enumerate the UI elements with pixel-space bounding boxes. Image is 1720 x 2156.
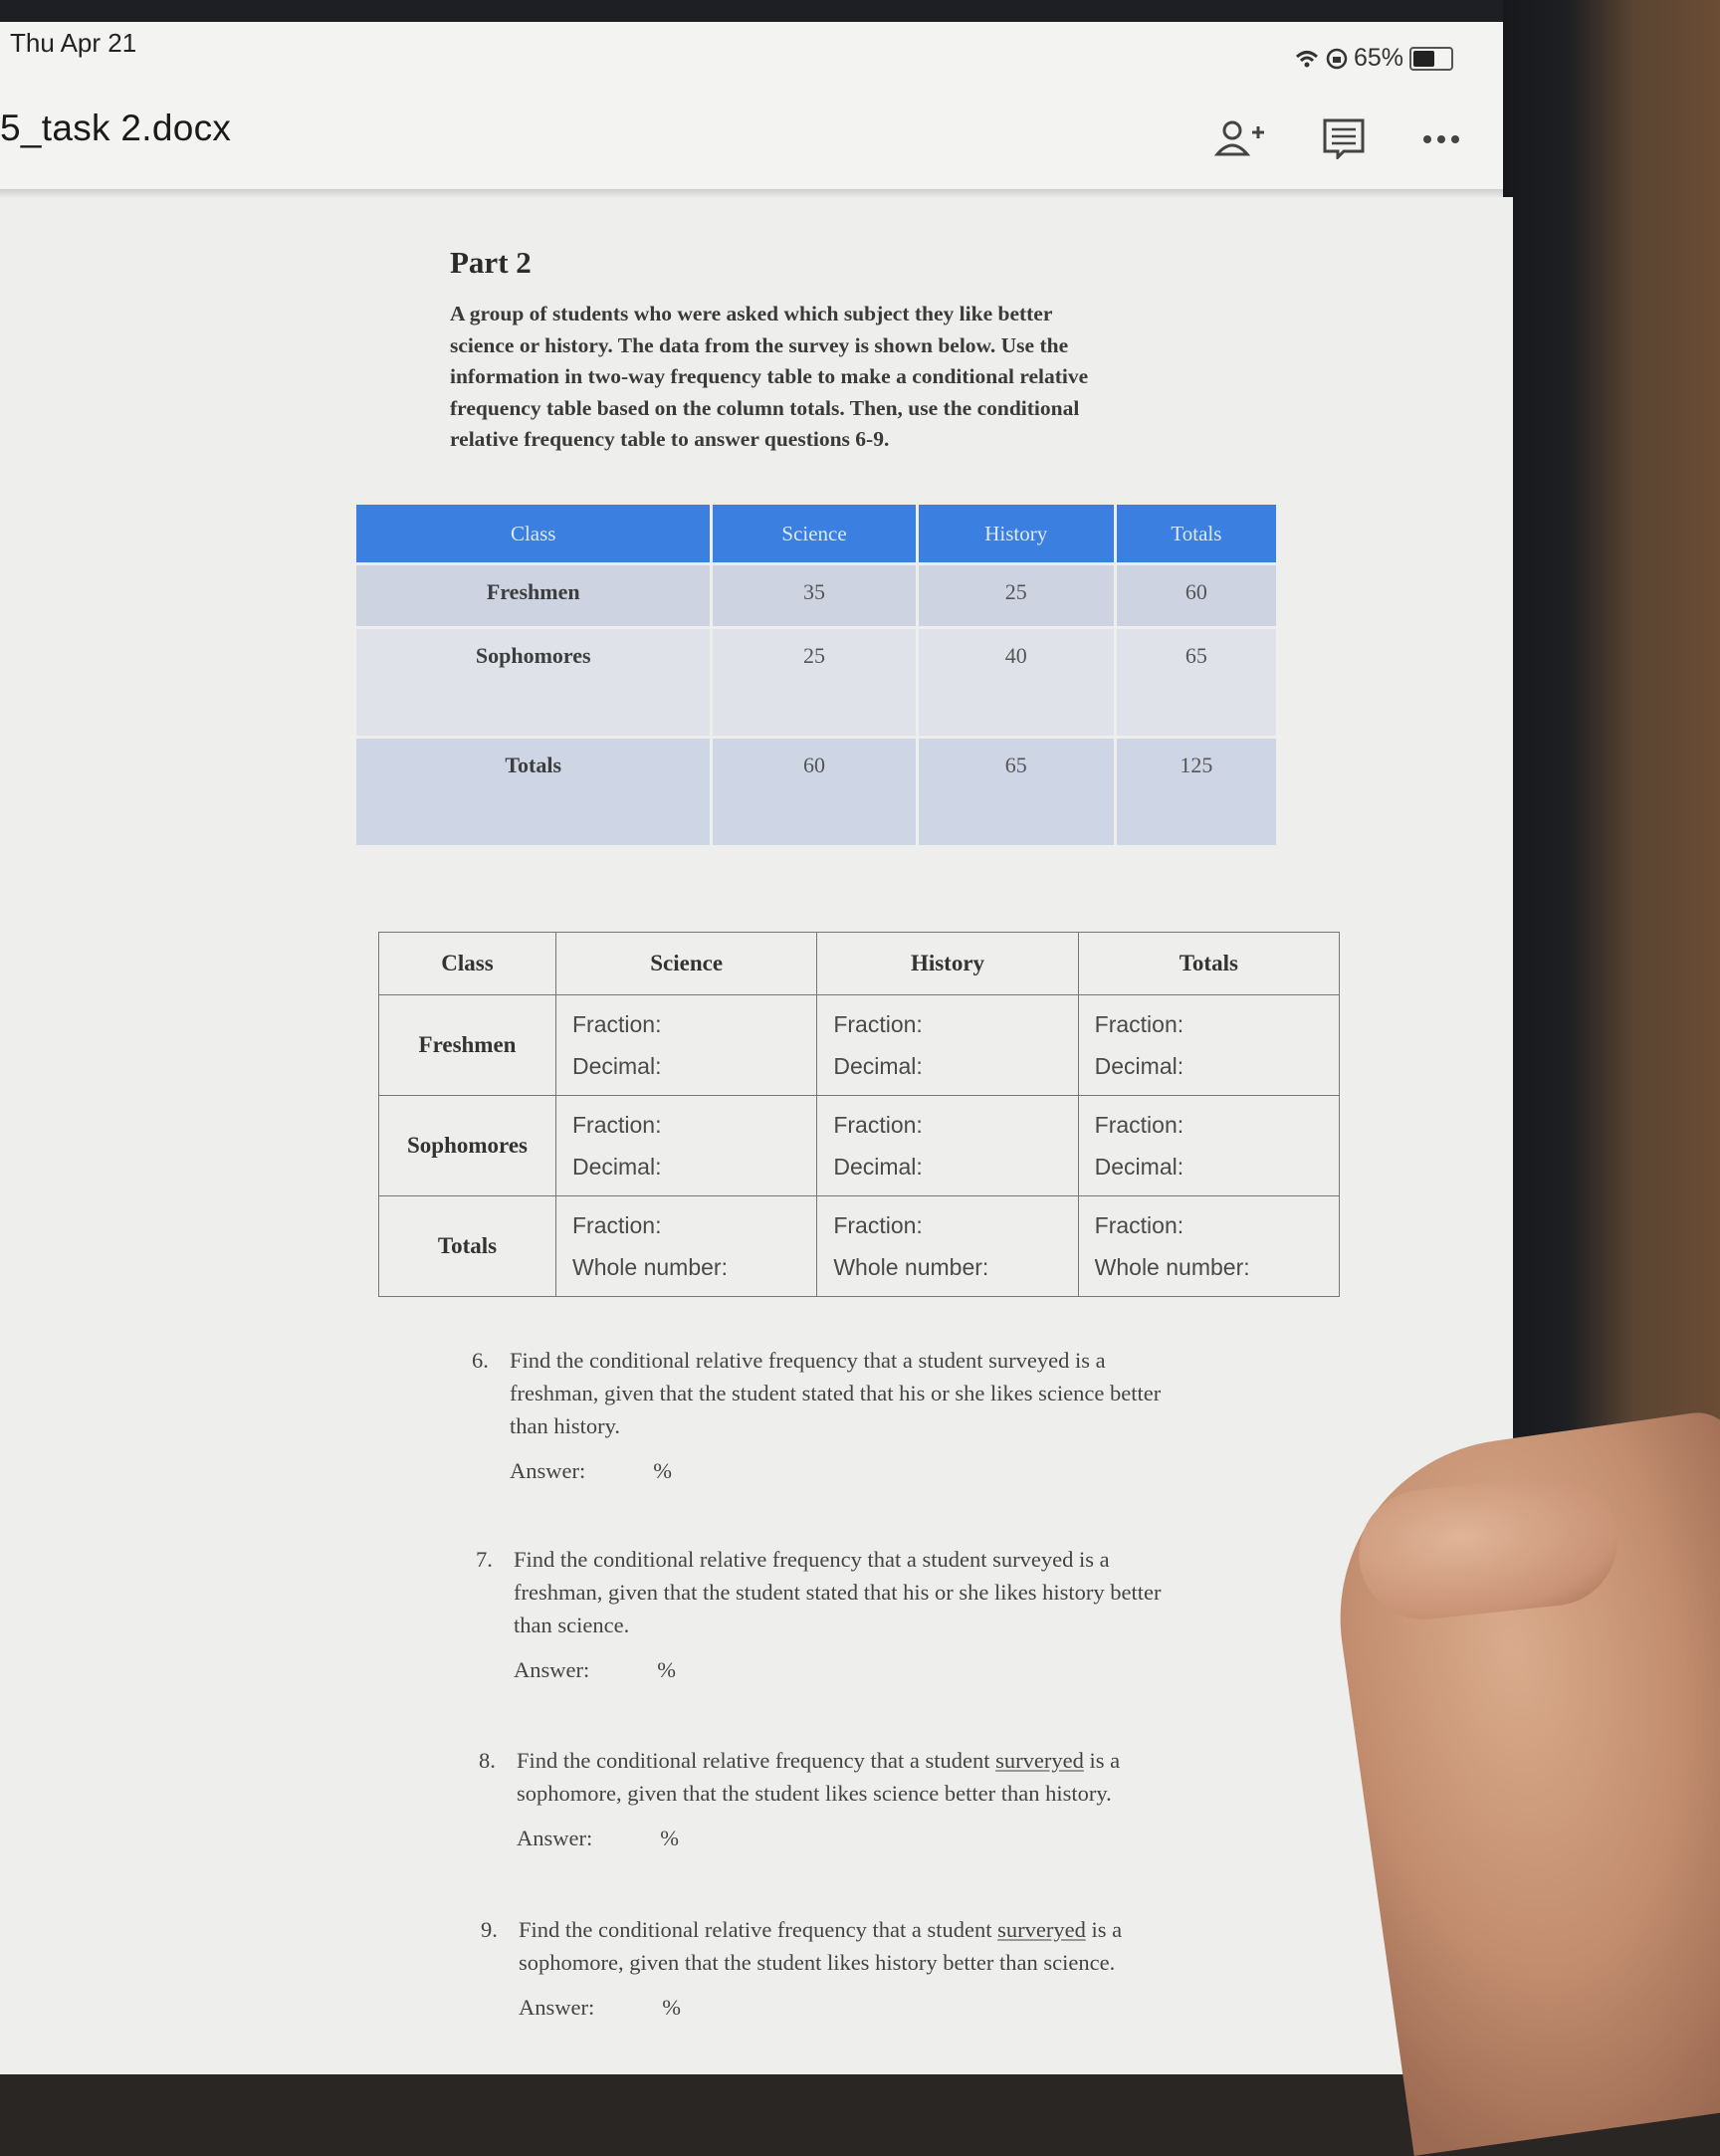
- cell-line: Fraction:: [572, 1212, 662, 1238]
- question-line: sophomore, given that the student likes history better than science.: [519, 1950, 1116, 1975]
- cell-science: 60: [713, 739, 915, 845]
- table-row: [379, 1196, 1340, 1297]
- cell-line: Whole number:: [572, 1254, 728, 1280]
- cell-science: 35: [713, 565, 915, 626]
- answer-row[interactable]: [517, 1822, 1243, 1854]
- question-line: Find the conditional relative frequency that a student surveyed is a: [510, 1348, 1106, 1373]
- intro-line: relative frequency table to answer questions 6-9.: [450, 427, 890, 451]
- percent-unit: %: [660, 1826, 679, 1850]
- cell-line: Decimal:: [572, 1053, 662, 1079]
- question-line: than science.: [514, 1613, 630, 1637]
- cell-line: Fraction:: [1094, 1112, 1184, 1138]
- question-number: 7.: [476, 1547, 493, 1572]
- conditional-frequency-table: [378, 932, 1340, 1297]
- question-text: Find the conditional relative frequency that a student: [519, 1917, 998, 1942]
- answer-cell[interactable]: [1078, 995, 1339, 1096]
- cell-totals: 125: [1117, 739, 1276, 845]
- cell-line: Decimal:: [833, 1154, 923, 1180]
- cell-line: Decimal:: [833, 1053, 923, 1079]
- cell-line: Decimal:: [572, 1154, 662, 1180]
- question-8: [479, 1744, 1243, 1854]
- cell-totals: 60: [1117, 565, 1276, 626]
- question-line: [519, 1913, 1245, 1946]
- cell-history: 65: [919, 739, 1114, 845]
- cell-line: Fraction:: [833, 1212, 923, 1238]
- table-row: [379, 995, 1340, 1096]
- answer-label: Answer:: [514, 1657, 590, 1682]
- cell-line: Fraction:: [572, 1112, 662, 1138]
- question-text: is a: [1085, 1917, 1123, 1942]
- answer-cell[interactable]: [556, 1096, 817, 1196]
- table-header-row: [356, 505, 1276, 562]
- cell-line: Fraction:: [833, 1011, 923, 1037]
- percent-unit: %: [662, 1995, 681, 2020]
- answer-cell[interactable]: [556, 995, 817, 1096]
- question-9: [481, 1913, 1245, 2024]
- header-science: Science: [556, 933, 817, 995]
- row-label: Totals: [379, 1196, 556, 1297]
- cell-line: Fraction:: [833, 1112, 923, 1138]
- table-row: [379, 1096, 1340, 1196]
- status-date: Thu Apr 21: [10, 28, 137, 58]
- cell-line: Decimal:: [1094, 1053, 1184, 1079]
- misspelled-word[interactable]: surveryed: [995, 1748, 1084, 1773]
- header-history: History: [817, 933, 1078, 995]
- answer-cell[interactable]: [817, 1196, 1078, 1297]
- answer-cell[interactable]: [1078, 1096, 1339, 1196]
- answer-cell[interactable]: [817, 1096, 1078, 1196]
- answer-cell[interactable]: [1078, 1196, 1339, 1297]
- header-totals: Totals: [1078, 933, 1339, 995]
- cell-line: Fraction:: [1094, 1212, 1184, 1238]
- question-7: [476, 1543, 1240, 1686]
- question-line: Find the conditional relative frequency that a student surveyed is a: [514, 1547, 1110, 1572]
- cell-totals: 65: [1117, 629, 1276, 736]
- cell-history: 25: [919, 565, 1114, 626]
- row-label: Totals: [356, 739, 710, 845]
- answer-row[interactable]: [514, 1653, 1240, 1686]
- row-label: Sophomores: [356, 629, 710, 736]
- answer-label: Answer:: [517, 1826, 593, 1850]
- question-text: Find the conditional relative frequency that a student: [517, 1748, 996, 1773]
- answer-row[interactable]: [510, 1454, 1236, 1487]
- cell-line: Decimal:: [1094, 1154, 1184, 1180]
- question-text: is a: [1083, 1748, 1121, 1773]
- question-number: 8.: [479, 1748, 496, 1773]
- table-header-row: [379, 933, 1340, 995]
- table-row: [356, 629, 1276, 736]
- misspelled-word[interactable]: surveryed: [997, 1917, 1086, 1942]
- answer-label: Answer:: [510, 1458, 586, 1483]
- answer-label: Answer:: [519, 1995, 595, 2020]
- question-line: than history.: [510, 1413, 621, 1438]
- cell-line: Whole number:: [833, 1254, 989, 1280]
- row-label: Freshmen: [356, 565, 710, 626]
- header-class: Class: [379, 933, 556, 995]
- answer-cell[interactable]: [556, 1196, 817, 1297]
- question-line: [517, 1744, 1243, 1777]
- row-label: Freshmen: [379, 995, 556, 1096]
- percent-unit: %: [653, 1458, 672, 1483]
- question-number: 9.: [481, 1917, 498, 1942]
- part-heading: Part 2: [450, 245, 532, 280]
- document-title[interactable]: 5_task 2.docx: [0, 108, 232, 148]
- answer-row[interactable]: [519, 1991, 1245, 2024]
- cell-history: 40: [919, 629, 1114, 736]
- question-line: sophomore, given that the student likes science better than history.: [517, 1781, 1112, 1806]
- header-history: History: [919, 505, 1114, 562]
- cell-line: Fraction:: [572, 1011, 662, 1037]
- intro-paragraph: [450, 299, 1186, 456]
- table-row: [356, 739, 1276, 845]
- intro-line: information in two-way frequency table to make a conditional relative: [450, 364, 1089, 388]
- question-line: freshman, given that the student stated that his or she likes history better: [514, 1580, 1162, 1605]
- cell-line: Fraction:: [1094, 1011, 1184, 1037]
- battery-percent: 65%: [1354, 44, 1404, 72]
- header-class: Class: [356, 505, 710, 562]
- intro-line: science or history. The data from the survey is shown below. Use the: [450, 332, 1069, 357]
- header-science: Science: [713, 505, 915, 562]
- question-number: 6.: [472, 1348, 489, 1373]
- frequency-table: [353, 502, 1279, 848]
- cell-line: Whole number:: [1094, 1254, 1250, 1280]
- intro-line: A group of students who were asked which subject they like better: [450, 302, 1053, 325]
- cell-science: 25: [713, 629, 915, 736]
- answer-cell[interactable]: [817, 995, 1078, 1096]
- percent-unit: %: [657, 1657, 676, 1682]
- question-6: [472, 1344, 1236, 1487]
- table-row: [356, 565, 1276, 626]
- intro-line: frequency table based on the column totals. Then, use the conditional: [450, 395, 1080, 420]
- header-totals: Totals: [1117, 505, 1276, 562]
- row-label: Sophomores: [379, 1096, 556, 1196]
- question-line: freshman, given that the student stated that his or she likes science better: [510, 1381, 1162, 1405]
